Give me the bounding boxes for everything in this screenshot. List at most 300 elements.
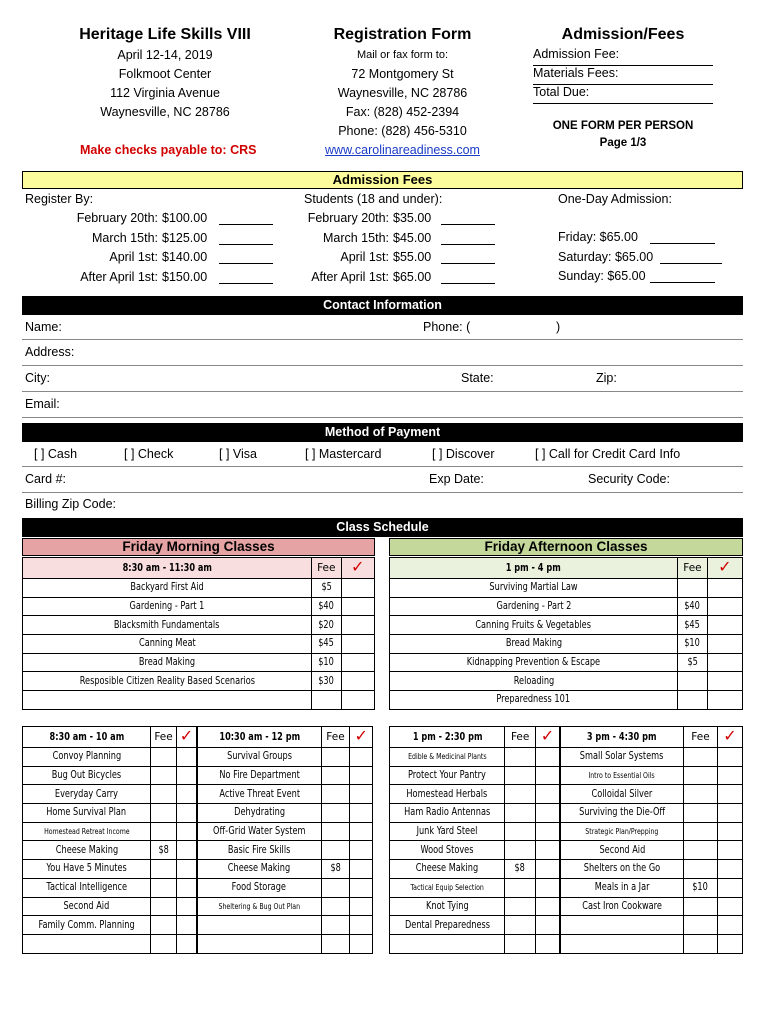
- check-box-cell[interactable]: [707, 616, 742, 635]
- table-row: [198, 766, 373, 785]
- fee-cell: [151, 934, 177, 953]
- fee-cell: [505, 748, 536, 767]
- class-cell: [390, 804, 505, 823]
- fee-cell: [505, 878, 536, 897]
- class-name: Resposible Citizen Reality Based Scenarios: [79, 674, 255, 687]
- adult-blank[interactable]: [219, 224, 273, 225]
- pay-visa-checkbox[interactable]: [ ] Visa: [219, 447, 257, 461]
- class-name: Small Solar Systems: [580, 750, 664, 763]
- registration-info: [290, 26, 515, 160]
- class-cell: [561, 841, 684, 860]
- table-row: [198, 860, 373, 879]
- table-row: [390, 597, 743, 616]
- class-name: You Have 5 Minutes: [46, 862, 127, 875]
- fee-cell: [505, 822, 536, 841]
- check-box-cell[interactable]: [350, 766, 373, 785]
- check-box-cell[interactable]: [176, 878, 196, 897]
- fee-cell: [321, 822, 350, 841]
- class-name: Food Storage: [232, 881, 287, 894]
- fee-cell: [151, 878, 177, 897]
- table-row: [561, 822, 743, 841]
- class-fee: $10: [318, 656, 335, 669]
- class-cell: [198, 748, 322, 767]
- afternoon-classes-header: Friday Afternoon Classes: [389, 538, 743, 556]
- table-row: [561, 748, 743, 767]
- class-cell: [390, 860, 505, 879]
- class-cell: [561, 860, 684, 879]
- check-box-cell[interactable]: [718, 860, 743, 879]
- pay-cash-checkbox[interactable]: [ ] Cash: [34, 447, 78, 461]
- class-name: Blacksmith Fundamentals: [114, 618, 220, 631]
- one-day-price: Sunday: $65.00: [558, 269, 646, 283]
- class-cell: [198, 916, 322, 935]
- check-icon: ✓: [540, 726, 555, 745]
- check-box-cell[interactable]: [176, 804, 196, 823]
- check-box-cell[interactable]: [707, 597, 742, 616]
- check-box-cell[interactable]: [176, 822, 196, 841]
- table-header-row: [198, 727, 373, 748]
- table-row: [23, 841, 197, 860]
- class-name: Sheltering & Bug Out Plan: [218, 901, 301, 911]
- class-cell: [390, 785, 505, 804]
- registration-city: Waynesville, NC 28786: [337, 86, 468, 100]
- morning-classes-table: [22, 557, 375, 710]
- check-box-cell[interactable]: [350, 748, 373, 767]
- check-box-cell[interactable]: [535, 748, 559, 767]
- class-name: Colloidal Silver: [591, 787, 653, 800]
- class-cell: [390, 635, 678, 654]
- check-box-cell[interactable]: [350, 822, 373, 841]
- table-row: [390, 916, 560, 935]
- class-fee: $5: [321, 581, 332, 594]
- check-box-cell[interactable]: [341, 653, 375, 672]
- table-header-row: [561, 727, 743, 748]
- class-cell: [23, 616, 312, 635]
- block-time: 1 pm - 2:30 pm: [412, 730, 483, 743]
- class-cell: [198, 785, 322, 804]
- check-box-cell[interactable]: [176, 934, 196, 953]
- class-name: No Fire Department: [219, 769, 300, 782]
- class-cell: [23, 860, 151, 879]
- class-cell: [390, 653, 678, 672]
- time-block-table: [197, 726, 373, 954]
- class-name: Intro to Essential Oils: [588, 771, 656, 781]
- students-blank[interactable]: [441, 263, 495, 264]
- check-box-cell[interactable]: [535, 766, 559, 785]
- class-cell: [198, 804, 322, 823]
- check-header: [718, 727, 743, 748]
- check-box-cell[interactable]: [176, 916, 196, 935]
- payment-method-bar: Method of Payment: [22, 423, 743, 442]
- fee-cell: [151, 860, 177, 879]
- afternoon-time: 1 pm - 4 pm: [506, 561, 562, 574]
- class-name: Strategic Plan/Prepping: [585, 827, 659, 837]
- table-row: [390, 841, 560, 860]
- pay-check-checkbox[interactable]: [ ] Check: [124, 447, 174, 461]
- pay-discover-checkbox[interactable]: [ ] Discover: [432, 447, 495, 461]
- class-cell: [390, 897, 505, 916]
- registration-phone: Phone: (828) 456-5310: [338, 124, 467, 138]
- check-box-cell[interactable]: [341, 691, 375, 710]
- fee-cell: [678, 597, 707, 616]
- table-row: [198, 878, 373, 897]
- class-name: Surviving the Die-Off: [579, 806, 665, 819]
- fee-cell: [678, 616, 707, 635]
- students-blank[interactable]: [441, 244, 495, 245]
- city-field[interactable]: City:: [25, 371, 50, 385]
- divider: [22, 391, 743, 392]
- check-box-cell[interactable]: [718, 748, 743, 767]
- check-box-cell[interactable]: [350, 804, 373, 823]
- class-cell: [390, 579, 678, 598]
- registration-fax: Fax: (828) 452-2394: [345, 105, 460, 119]
- check-box-cell[interactable]: [176, 897, 196, 916]
- fee-cell: [321, 804, 350, 823]
- fee-cell: [321, 916, 350, 935]
- fee-header: Fee: [505, 727, 536, 748]
- class-fee: $40: [318, 600, 335, 613]
- class-cell: [198, 841, 322, 860]
- class-name: Junk Yard Steel: [416, 825, 478, 838]
- class-name: Meals in a Jar: [594, 881, 650, 894]
- check-box-cell[interactable]: [341, 597, 375, 616]
- table-row: [390, 934, 560, 953]
- class-name: Bread Making: [505, 637, 562, 650]
- check-box-cell[interactable]: [707, 691, 742, 710]
- check-box-cell[interactable]: [341, 635, 375, 654]
- adult-price: $140.00: [162, 250, 208, 264]
- fee-cell: [321, 860, 350, 879]
- billing-zip-field[interactable]: Billing Zip Code:: [25, 497, 117, 511]
- time-block-table: [389, 726, 560, 954]
- fee-cell: [505, 841, 536, 860]
- check-box-cell[interactable]: [350, 841, 373, 860]
- class-cell: [390, 748, 505, 767]
- fee-cell: [505, 934, 536, 953]
- table-row: [23, 916, 197, 935]
- block-time: 3 pm - 4:30 pm: [587, 730, 657, 743]
- check-icon: ✓: [718, 557, 732, 576]
- class-cell: [23, 766, 151, 785]
- table-row: [23, 653, 375, 672]
- table-row: [23, 579, 375, 598]
- table-header-row: [390, 727, 560, 748]
- check-box-cell[interactable]: [718, 934, 743, 953]
- class-name: Family Comm. Planning: [38, 918, 135, 931]
- class-cell: [390, 616, 678, 635]
- class-name: Gardening - Part 1: [129, 600, 205, 613]
- class-fee: $45: [684, 618, 701, 631]
- check-box-cell[interactable]: [707, 579, 742, 598]
- adult-date: February 20th:: [76, 211, 158, 225]
- morning-time: 8:30 am - 11:30 am: [122, 561, 212, 574]
- class-name: Kidnapping Prevention & Escape: [466, 656, 601, 669]
- check-box-cell[interactable]: [535, 934, 559, 953]
- check-box-cell[interactable]: [350, 860, 373, 879]
- adult-price: $150.00: [162, 269, 208, 284]
- class-fee: $10: [684, 637, 701, 650]
- class-name: Survival Groups: [226, 750, 292, 763]
- students-date: February 20th:: [307, 211, 389, 225]
- class-cell: [561, 934, 684, 953]
- fee-header: Fee: [321, 727, 350, 748]
- fee-cell: [151, 822, 177, 841]
- exp-date-field[interactable]: Exp Date:: [429, 472, 484, 486]
- table-row: [390, 822, 560, 841]
- check-box-cell[interactable]: [350, 916, 373, 935]
- table-row: [390, 897, 560, 916]
- class-name: Homestead Herbals: [406, 787, 488, 800]
- check-box-cell[interactable]: [718, 766, 743, 785]
- phone-field[interactable]: Phone: (: [423, 320, 471, 334]
- one-day-blank[interactable]: [660, 263, 722, 264]
- table-row: [198, 804, 373, 823]
- check-icon: ✓: [179, 726, 194, 745]
- fee-cell: [312, 672, 341, 691]
- check-box-cell[interactable]: [535, 804, 559, 823]
- check-box-cell[interactable]: [350, 897, 373, 916]
- check-header: [176, 727, 196, 748]
- fee-cell: [151, 916, 177, 935]
- table-row: [561, 878, 743, 897]
- fee-cell: [505, 897, 536, 916]
- fees-title: Admission/Fees: [561, 26, 685, 43]
- class-name: Reloading: [513, 674, 554, 687]
- check-box-cell[interactable]: [718, 822, 743, 841]
- class-fee: $40: [684, 600, 701, 613]
- fee-cell: [151, 748, 177, 767]
- table-row: [561, 766, 743, 785]
- phone-close-paren: ): [556, 320, 561, 334]
- class-cell: [390, 766, 505, 785]
- fee-cell: [151, 766, 177, 785]
- security-code-field[interactable]: Security Code:: [588, 472, 670, 486]
- students-price: $35.00: [393, 211, 432, 225]
- check-box-cell[interactable]: [707, 672, 742, 691]
- fee-cell: [321, 766, 350, 785]
- check-box-cell[interactable]: [535, 916, 559, 935]
- class-cell: [198, 766, 322, 785]
- adult-date: After April 1st:: [80, 269, 158, 284]
- one-day-blank[interactable]: [650, 282, 715, 283]
- table-row: [390, 860, 560, 879]
- check-box-cell[interactable]: [341, 579, 375, 598]
- class-cell: [23, 597, 312, 616]
- email-field[interactable]: Email:: [25, 397, 60, 411]
- check-box-cell[interactable]: [176, 860, 196, 879]
- check-box-cell[interactable]: [718, 897, 743, 916]
- pay-call-checkbox[interactable]: [ ] Call for Credit Card Info: [535, 447, 681, 461]
- divider: [22, 365, 743, 366]
- class-schedule-bar: Class Schedule: [22, 518, 743, 537]
- fee-cell: [684, 748, 718, 767]
- total-due-field[interactable]: Total Due:: [533, 85, 713, 104]
- check-box-cell[interactable]: [718, 785, 743, 804]
- check-box-cell[interactable]: [535, 878, 559, 897]
- students-date: After April 1st:: [311, 269, 389, 284]
- class-cell: [23, 897, 151, 916]
- class-name: Edible & Medicinal Plants: [407, 752, 487, 762]
- website-link[interactable]: www.carolinareadiness.com: [325, 143, 480, 157]
- table-row: [23, 597, 375, 616]
- check-icon: ✓: [723, 726, 737, 745]
- class-cell: [23, 691, 312, 710]
- afternoon-classes-table: [389, 557, 743, 710]
- adult-date: March 15th:: [91, 230, 158, 245]
- table-row: [23, 785, 197, 804]
- check-icon: ✓: [351, 557, 365, 576]
- fee-cell: [684, 822, 718, 841]
- class-name: Canning Meat: [138, 637, 196, 650]
- table-row: [23, 616, 375, 635]
- state-field[interactable]: State:: [461, 371, 494, 385]
- fee-cell: [321, 897, 350, 916]
- fee-header: Fee: [684, 727, 718, 748]
- class-name: Second Aid: [63, 899, 110, 912]
- class-cell: [23, 841, 151, 860]
- check-box-cell[interactable]: [341, 672, 375, 691]
- table-row: [198, 822, 373, 841]
- name-field[interactable]: Name:: [25, 320, 62, 334]
- check-box-cell[interactable]: [718, 804, 743, 823]
- check-box-cell[interactable]: [176, 841, 196, 860]
- class-name: Protect Your Pantry: [408, 769, 487, 782]
- class-cell: [23, 804, 151, 823]
- registration-title: Registration Form: [333, 26, 472, 43]
- check-box-cell[interactable]: [718, 878, 743, 897]
- check-box-cell[interactable]: [535, 822, 559, 841]
- check-box-cell[interactable]: [350, 878, 373, 897]
- check-box-cell[interactable]: [341, 616, 375, 635]
- class-cell: [561, 897, 684, 916]
- table-row: [23, 748, 197, 767]
- check-box-cell[interactable]: [718, 841, 743, 860]
- class-name: Wood Stoves: [420, 843, 474, 856]
- class-cell: [198, 860, 322, 879]
- class-cell: [390, 878, 505, 897]
- class-cell: [198, 934, 322, 953]
- materials-fees-field[interactable]: Materials Fees:: [533, 66, 713, 85]
- class-cell: [198, 878, 322, 897]
- class-name: Tactical Intelligence: [46, 881, 127, 894]
- check-box-cell[interactable]: [535, 897, 559, 916]
- fee-cell: [678, 653, 707, 672]
- class-name: Knot Tying: [425, 899, 469, 912]
- check-box-cell[interactable]: [350, 934, 373, 953]
- one-day-blank[interactable]: [650, 243, 715, 244]
- fees-info: [533, 26, 713, 149]
- class-cell: [390, 672, 678, 691]
- event-street: 112 Virginia Avenue: [110, 86, 220, 100]
- students-price: $55.00: [393, 250, 432, 264]
- check-box-cell[interactable]: [176, 766, 196, 785]
- class-name: Preparedness 101: [496, 693, 571, 706]
- class-name: Homestead Retreat Income: [43, 827, 130, 837]
- table-row: [561, 897, 743, 916]
- table-row: [198, 785, 373, 804]
- register-by-label: Register By:: [25, 192, 94, 206]
- students-blank[interactable]: [441, 283, 495, 284]
- students-blank[interactable]: [441, 224, 495, 225]
- address-field[interactable]: Address:: [25, 345, 75, 359]
- time-cell: [198, 727, 322, 748]
- class-cell: [561, 822, 684, 841]
- adult-blank[interactable]: [219, 244, 273, 245]
- check-icon: ✓: [354, 726, 368, 745]
- fee-cell: [684, 860, 718, 879]
- divider: [22, 466, 743, 467]
- class-fee: $10: [692, 881, 709, 894]
- table-row: [390, 766, 560, 785]
- block-time: 8:30 am - 10 am: [49, 730, 124, 743]
- table-row: [23, 691, 375, 710]
- fee-header: Fee: [151, 727, 177, 748]
- class-cell: [390, 841, 505, 860]
- class-name: Cheese Making: [415, 862, 479, 875]
- class-cell: [561, 878, 684, 897]
- check-box-cell[interactable]: [535, 860, 559, 879]
- fee-cell: [678, 672, 707, 691]
- table-row: [198, 897, 373, 916]
- fee-cell: [684, 785, 718, 804]
- zip-field[interactable]: Zip:: [596, 371, 617, 385]
- fee-cell: [312, 579, 341, 598]
- fee-cell: [321, 934, 350, 953]
- fee-cell: [151, 897, 177, 916]
- table-row: [390, 748, 560, 767]
- table-row: [561, 804, 743, 823]
- fee-cell: [505, 766, 536, 785]
- check-box-cell[interactable]: [176, 748, 196, 767]
- class-name: Dental Preparedness: [404, 918, 490, 931]
- class-cell: [23, 934, 151, 953]
- students-price: $45.00: [393, 230, 432, 245]
- fee-cell: [684, 916, 718, 935]
- fee-cell: [678, 635, 707, 654]
- check-box-cell[interactable]: [707, 653, 742, 672]
- fee-header: Fee: [678, 558, 707, 579]
- adult-blank[interactable]: [219, 263, 273, 264]
- fee-cell: [684, 804, 718, 823]
- table-row: [198, 841, 373, 860]
- check-box-cell[interactable]: [535, 785, 559, 804]
- class-name: Ham Radio Antennas: [404, 806, 491, 819]
- pay-mastercard-checkbox[interactable]: [ ] Mastercard: [305, 447, 382, 461]
- class-name: Cheese Making: [55, 843, 118, 856]
- check-box-cell[interactable]: [350, 785, 373, 804]
- class-cell: [198, 822, 322, 841]
- table-row: [198, 934, 373, 953]
- fee-cell: [505, 785, 536, 804]
- adult-blank[interactable]: [219, 283, 273, 284]
- check-box-cell[interactable]: [707, 635, 742, 654]
- class-name: Basic Fire Skills: [228, 843, 291, 856]
- class-cell: [561, 916, 684, 935]
- card-number-field[interactable]: Card #:: [25, 472, 66, 486]
- table-row: [23, 672, 375, 691]
- check-box-cell[interactable]: [535, 841, 559, 860]
- students-label: Students (18 and under):: [304, 192, 443, 206]
- class-name: Bug Out Bicycles: [51, 769, 122, 782]
- mail-note: Mail or fax form to:: [356, 49, 449, 61]
- table-row: [23, 766, 197, 785]
- adult-price: $125.00: [162, 230, 208, 245]
- admission-fee-field[interactable]: Admission Fee:: [533, 47, 713, 66]
- table-row: [390, 785, 560, 804]
- table-row: [23, 860, 197, 879]
- check-box-cell[interactable]: [718, 916, 743, 935]
- check-box-cell[interactable]: [176, 785, 196, 804]
